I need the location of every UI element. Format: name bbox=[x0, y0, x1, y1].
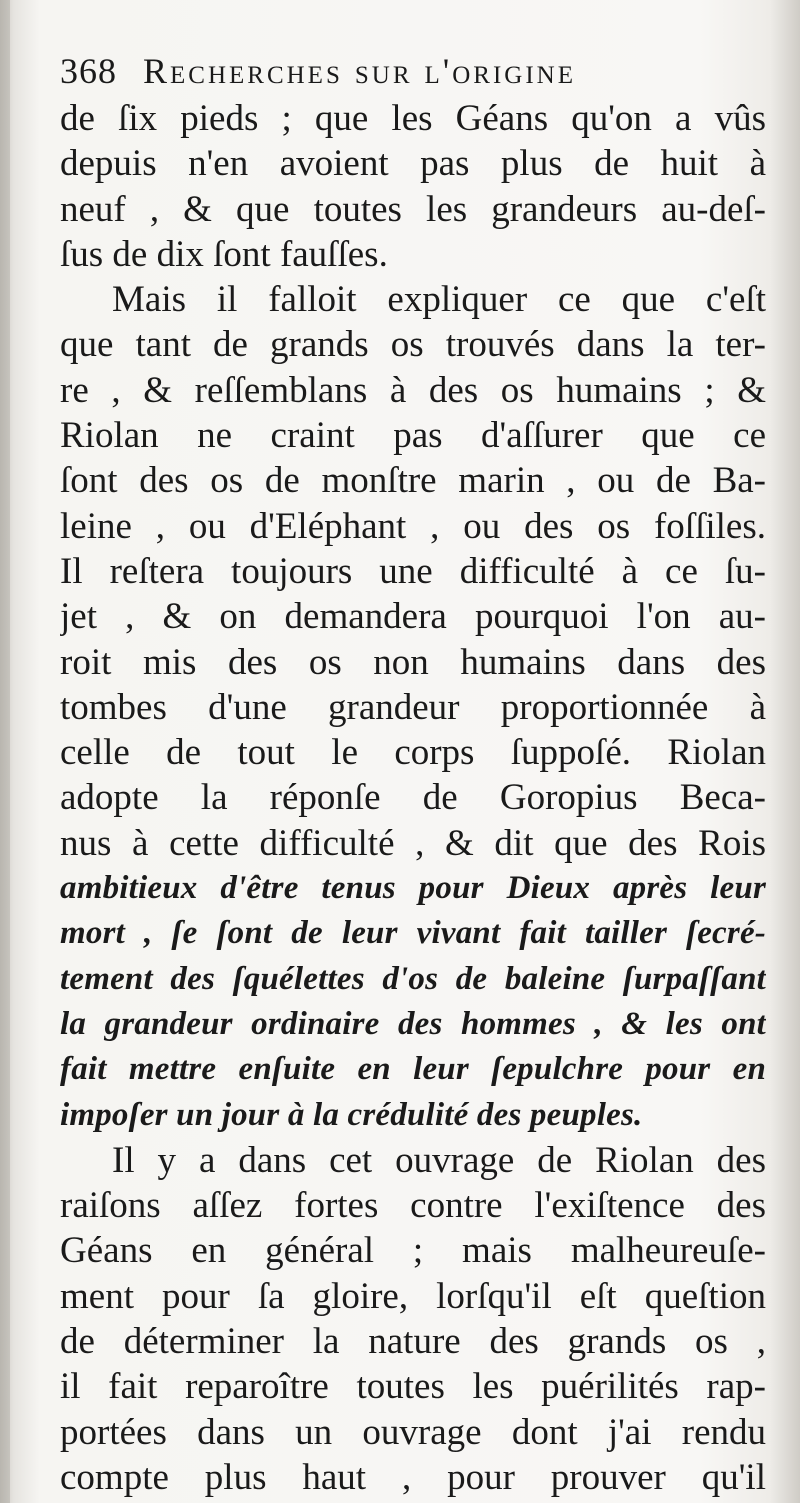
text-line: Mais il falloit expliquer ce que c'eſt bbox=[112, 279, 766, 321]
text-line: depuis n'en avoient pas plus de huit à bbox=[60, 143, 766, 185]
text-line: raiſons aſſez fortes contre l'exiſtence des bbox=[60, 1185, 766, 1227]
text-line: ment pour ſa gloire, lorſqu'il eſt queſtion bbox=[60, 1275, 766, 1317]
text-line: roit mis des os non humains dans des bbox=[60, 641, 766, 683]
text-line: il fait reparoître toutes les puérilités rap- bbox=[60, 1366, 766, 1408]
text-line: jet , & on demandera pourquoi l'on au- bbox=[60, 596, 766, 638]
text-line: de ſix pieds ; que les Géans qu'on a vûs bbox=[60, 98, 766, 139]
text-line: re , & reſſemblans à des os humains ; & bbox=[60, 369, 766, 411]
text-line: ſus de dix ſont fauſſes. bbox=[60, 233, 388, 275]
quote-line: ambitieux d'être tenus pour Dieux après leur bbox=[60, 870, 766, 907]
quote-line: impoſer un jour à la crédulité des peuples. bbox=[60, 1096, 643, 1133]
text-line: portées dans un ouvrage dont j'ai rendu bbox=[60, 1411, 766, 1453]
quote-line: la grandeur ordinaire des hommes , & les ont bbox=[60, 1005, 766, 1042]
text-line: que tant de grands os trouvés dans la ter- bbox=[60, 324, 766, 366]
text-line: de déterminer la nature des grands os , bbox=[60, 1321, 766, 1363]
text-line: Il y a dans cet ouvrage de Riolan des bbox=[112, 1139, 766, 1181]
text-line: neuf , & que toutes les grandeurs au-deſ- bbox=[60, 188, 766, 230]
text-line: ſont des os de monſtre marin , ou de Ba- bbox=[60, 460, 766, 502]
text-line: Géans en général ; mais malheureuſe- bbox=[60, 1230, 766, 1272]
text-line: nus à cette difficulté , & dit que des Rois bbox=[60, 822, 766, 864]
text-line: leine , ou d'Eléphant , ou des os foſſiles. bbox=[60, 505, 766, 547]
quote-line: fait mettre enſuite en leur ſepulchre pour en bbox=[60, 1051, 766, 1088]
text-line: adopte la réponſe de Goropius Beca- bbox=[60, 777, 766, 819]
text-line: tombes d'une grandeur proportionnée à bbox=[60, 686, 766, 728]
text-line: compte plus haut , pour prouver qu'il bbox=[60, 1456, 766, 1498]
text-line: Il reſtera toujours une difficulté à ce ſu- bbox=[60, 550, 766, 592]
text-line: celle de tout le corps ſuppoſé. Riolan bbox=[60, 732, 766, 774]
running-head bbox=[60, 46, 766, 96]
quote-line: tement des ſquélettes d'os de baleine ſurpaſſant bbox=[60, 960, 766, 997]
page-number: 368 bbox=[60, 51, 117, 91]
running-title: Recherches sur l'origine bbox=[143, 51, 577, 91]
quote-line: mort , ſe ſont de leur vivant fait tailler ſecré- bbox=[60, 915, 766, 952]
text-line: Riolan ne craint pas d'aſſurer que ce bbox=[60, 415, 766, 457]
text-block bbox=[60, 46, 766, 1500]
page-edge-shadow bbox=[0, 0, 10, 1503]
